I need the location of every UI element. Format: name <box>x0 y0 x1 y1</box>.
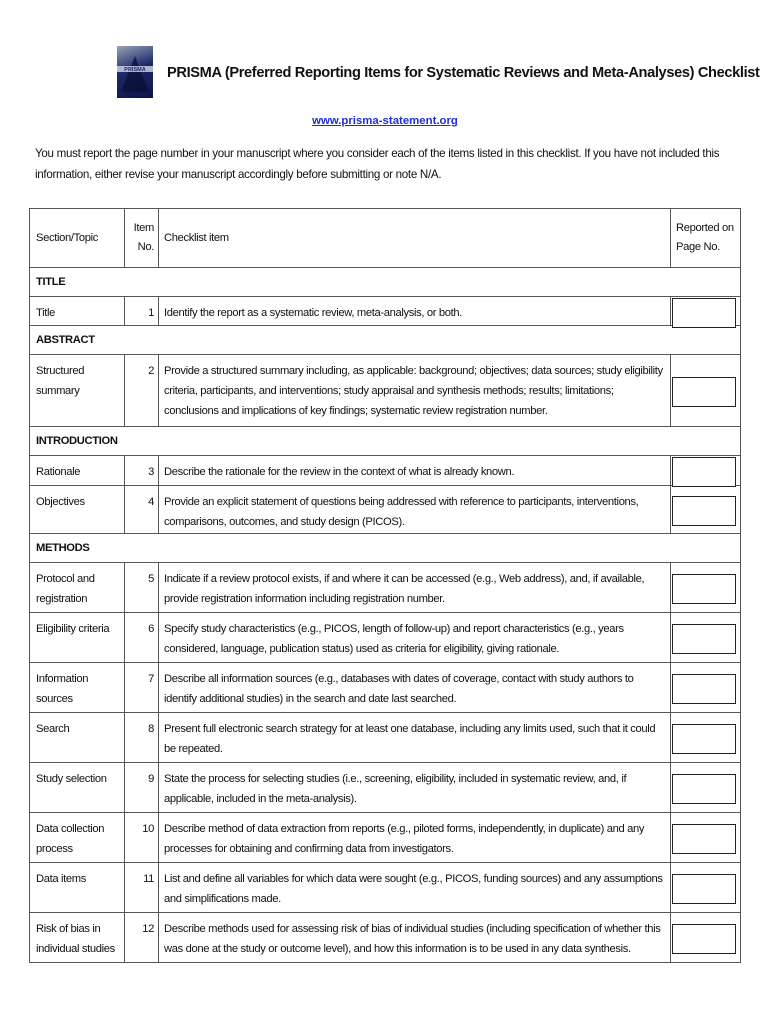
table-row <box>30 713 741 763</box>
prisma-logo <box>117 46 153 98</box>
item-number-cell: 3 <box>125 456 159 486</box>
page-title: PRISMA (Preferred Reporting Items for Systematic Reviews and Meta-Analyses) Checklist <box>167 65 760 81</box>
item-number-cell: 4 <box>125 486 159 534</box>
table-row <box>30 297 741 326</box>
page-number-cell <box>671 563 741 613</box>
checklist-text-cell: Specify study characteristics (e.g., PICOS, length of follow-up) and report characteristics (e.g., years considered, language, publication status) used as criteria for eligibility, giving rationale. <box>159 613 671 663</box>
item-number-cell: 7 <box>125 663 159 713</box>
checklist-text-cell: List and define all variables for which data were sought (e.g., PICOS, funding sources) and any assumptions and simplifications made. <box>159 863 671 913</box>
header-item-no <box>125 209 159 268</box>
logo-text: PRISMA <box>124 67 146 73</box>
section-heading: METHODS <box>30 534 741 563</box>
page-number-input[interactable] <box>672 674 736 704</box>
checklist-text-cell: Present full electronic search strategy for at least one database, including any limits used, such that it could be repeated. <box>159 713 671 763</box>
section-row <box>30 427 741 456</box>
page-number-cell <box>671 613 741 663</box>
checklist-text-cell: Describe all information sources (e.g., databases with dates of coverage, contact with study authors to identify additional studies) in the search and date last searched. <box>159 663 671 713</box>
item-number-cell: 1 <box>125 297 159 326</box>
section-heading: INTRODUCTION <box>30 427 741 456</box>
table-row <box>30 355 741 427</box>
item-number-cell: 6 <box>125 613 159 663</box>
page-number-cell <box>671 913 741 963</box>
header-reported-line2: Page No. <box>676 241 720 253</box>
topic-cell: Search <box>30 713 125 763</box>
page-number-input[interactable] <box>672 574 736 604</box>
page-number-cell <box>671 486 741 534</box>
table-row <box>30 663 741 713</box>
header-item-line1: Item <box>133 222 154 234</box>
table-row <box>30 486 741 534</box>
page-number-input[interactable] <box>672 774 736 804</box>
section-heading: TITLE <box>30 268 741 297</box>
logo-pyramid-icon <box>117 46 153 98</box>
item-number-cell: 2 <box>125 355 159 427</box>
table-row <box>30 456 741 486</box>
section-row <box>30 268 741 297</box>
checklist-text-cell: Provide an explicit statement of questions being addressed with reference to participants, interventions, comparisons, outcomes, and study design (PICOS). <box>159 486 671 534</box>
page-number-cell <box>671 813 741 863</box>
page-number-input[interactable] <box>672 496 736 526</box>
item-number-cell: 11 <box>125 863 159 913</box>
page-number-input[interactable] <box>672 874 736 904</box>
page-number-input[interactable] <box>672 624 736 654</box>
topic-cell: Risk of bias in individual studies <box>30 913 125 963</box>
item-number-cell: 5 <box>125 563 159 613</box>
table-row <box>30 613 741 663</box>
header-reported-line1: Reported on <box>676 222 734 234</box>
checklist-table <box>29 208 741 963</box>
topic-cell: Objectives <box>30 486 125 534</box>
header-item-line2: No. <box>137 241 154 253</box>
section-row <box>30 326 741 355</box>
section-row <box>30 534 741 563</box>
topic-cell: Eligibility criteria <box>30 613 125 663</box>
topic-cell: Information sources <box>30 663 125 713</box>
table-header-row <box>30 209 741 268</box>
section-heading: ABSTRACT <box>30 326 741 355</box>
header-reported-page <box>671 209 741 268</box>
topic-cell: Data collection process <box>30 813 125 863</box>
table-row <box>30 563 741 613</box>
page-number-cell <box>671 456 741 486</box>
page-number-cell <box>671 355 741 427</box>
header-section-topic: Section/Topic <box>30 209 125 268</box>
checklist-text-cell: State the process for selecting studies (i.e., screening, eligibility, included in systematic review, and, if applicable, included in the meta-analysis). <box>159 763 671 813</box>
topic-cell: Rationale <box>30 456 125 486</box>
instructions-text: You must report the page number in your manuscript where you consider each of the items listed in this checklist. If you have not included this information, either revise your manuscript accordingly before submitting or note N/A. <box>35 147 720 181</box>
item-number-cell: 10 <box>125 813 159 863</box>
header-checklist-item: Checklist item <box>159 209 671 268</box>
topic-cell: Structured summary <box>30 355 125 427</box>
table-row <box>30 913 741 963</box>
topic-cell: Title <box>30 297 125 326</box>
page-number-input[interactable] <box>672 924 736 954</box>
table-row <box>30 863 741 913</box>
table-row <box>30 763 741 813</box>
page-number-input[interactable] <box>672 457 736 487</box>
checklist-text-cell: Describe the rationale for the review in the context of what is already known. <box>159 456 671 486</box>
checklist-text-cell: Describe method of data extraction from reports (e.g., piloted forms, independently, in duplicate) and any processes for obtaining and confirming data from investigators. <box>159 813 671 863</box>
table-row <box>30 813 741 863</box>
checklist-text-cell: Provide a structured summary including, as applicable: background; objectives; data sources; study eligibility criteria, participants, and interventions; study appraisal and synthesis methods; results; limitations; conclusions and implications of key findings; systematic review registration number. <box>159 355 671 427</box>
page-number-cell <box>671 763 741 813</box>
checklist-text-cell: Identify the report as a systematic review, meta-analysis, or both. <box>159 297 671 326</box>
item-number-cell: 9 <box>125 763 159 813</box>
page-number-cell <box>671 863 741 913</box>
page-number-input[interactable] <box>672 724 736 754</box>
checklist-text-cell: Describe methods used for assessing risk of bias of individual studies (including specification of whether this was done at the study or outcome level), and how this information is to be used in any data synthesis. <box>159 913 671 963</box>
item-number-cell: 8 <box>125 713 159 763</box>
page-number-cell <box>671 297 741 326</box>
page-number-input[interactable] <box>672 377 736 407</box>
page-number-cell <box>671 663 741 713</box>
checklist-text-cell: Indicate if a review protocol exists, if and where it can be accessed (e.g., Web address), and, if available, provide registration information including registration number. <box>159 563 671 613</box>
website-link[interactable]: www.prisma-statement.org <box>312 115 458 127</box>
topic-cell: Protocol and registration <box>30 563 125 613</box>
page-number-cell <box>671 713 741 763</box>
page-number-input[interactable] <box>672 298 736 328</box>
topic-cell: Study selection <box>30 763 125 813</box>
item-number-cell: 12 <box>125 913 159 963</box>
page-number-input[interactable] <box>672 824 736 854</box>
topic-cell: Data items <box>30 863 125 913</box>
